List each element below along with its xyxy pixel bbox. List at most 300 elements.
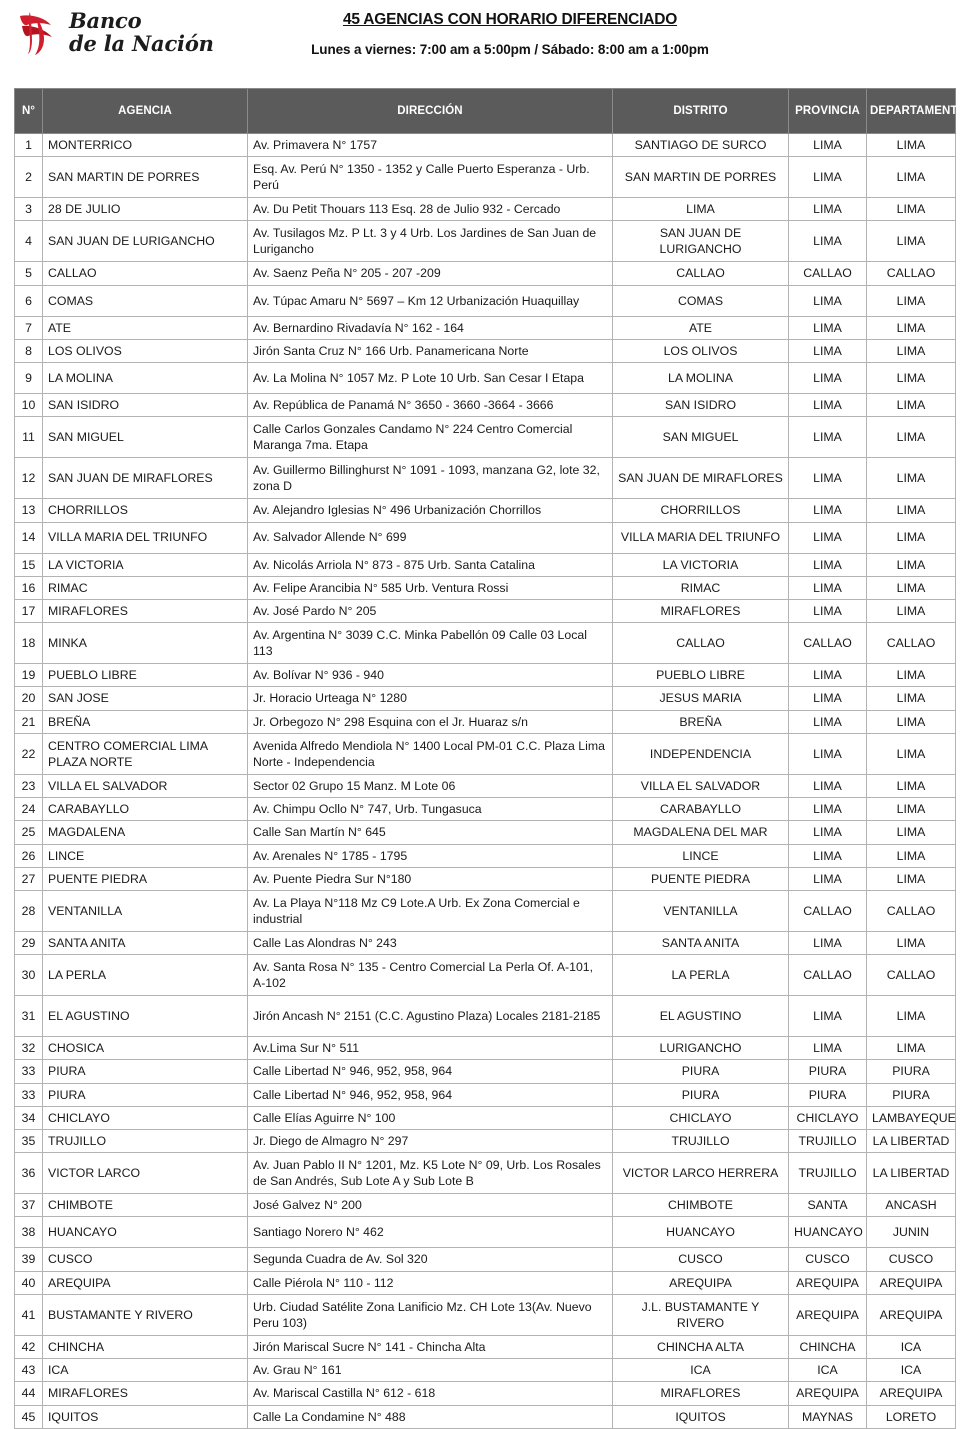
table-row	[15, 522, 956, 553]
column-header-numero: N°	[15, 89, 43, 134]
cell-agencia: IQUITOS	[43, 1405, 248, 1428]
table-row	[15, 623, 956, 664]
cell-agencia: CHORRILLOS	[43, 499, 248, 522]
cell-departamento: LIMA	[867, 417, 956, 458]
cell-departamento: LIMA	[867, 844, 956, 867]
cell-numero: 44	[15, 1382, 43, 1405]
cell-departamento: LIMA	[867, 522, 956, 553]
cell-distrito: INDEPENDENCIA	[613, 733, 789, 774]
cell-distrito: LOS OLIVOS	[613, 339, 789, 362]
cell-departamento: LA LIBERTAD	[867, 1153, 956, 1194]
cell-distrito: MIRAFLORES	[613, 599, 789, 622]
cell-departamento: LIMA	[867, 339, 956, 362]
cell-departamento: LIMA	[867, 221, 956, 262]
table-row	[15, 599, 956, 622]
cell-direccion: Av. Santa Rosa N° 135 - Centro Comercial La Perla Of. A-101, A-102	[248, 955, 613, 996]
cell-distrito: SAN MIGUEL	[613, 417, 789, 458]
cell-numero: 41	[15, 1294, 43, 1335]
cell-agencia: AREQUIPA	[43, 1271, 248, 1294]
cell-provincia: LIMA	[789, 553, 867, 576]
cell-distrito: CHIMBOTE	[613, 1194, 789, 1217]
table-row	[15, 955, 956, 996]
cell-agencia: PUEBLO LIBRE	[43, 664, 248, 687]
table-row	[15, 394, 956, 417]
banco-de-la-nacion-logo-icon	[18, 8, 62, 56]
cell-agencia: MIRAFLORES	[43, 1382, 248, 1405]
cell-numero: 35	[15, 1130, 43, 1153]
table-row	[15, 458, 956, 499]
column-header-agencia: AGENCIA	[43, 89, 248, 134]
cell-departamento: LIMA	[867, 798, 956, 821]
cell-direccion: Av. Juan Pablo II N° 1201, Mz. K5 Lote N° 09, Urb. Los Rosales de San Andrés, Sub Lote A y Sub Lote B	[248, 1153, 613, 1194]
table-row	[15, 157, 956, 198]
cell-agencia: SAN ISIDRO	[43, 394, 248, 417]
column-header-provincia: PROVINCIA	[789, 89, 867, 134]
cell-provincia: LIMA	[789, 157, 867, 198]
cell-agencia: CARABAYLLO	[43, 798, 248, 821]
cell-provincia: LIMA	[789, 198, 867, 221]
cell-departamento: ICA	[867, 1335, 956, 1358]
table-row	[15, 821, 956, 844]
cell-distrito: RIMAC	[613, 576, 789, 599]
cell-direccion: Jr. Horacio Urteaga N° 1280	[248, 687, 613, 710]
table-row	[15, 931, 956, 954]
cell-departamento: LIMA	[867, 821, 956, 844]
cell-numero: 30	[15, 955, 43, 996]
cell-distrito: CHORRILLOS	[613, 499, 789, 522]
cell-numero: 2	[15, 157, 43, 198]
cell-direccion: Sector 02 Grupo 15 Manz. M Lote 06	[248, 774, 613, 797]
cell-distrito: SAN ISIDRO	[613, 394, 789, 417]
cell-distrito: ICA	[613, 1359, 789, 1382]
cell-numero: 27	[15, 867, 43, 890]
cell-numero: 1	[15, 134, 43, 157]
cell-distrito: JESUS MARIA	[613, 687, 789, 710]
cell-distrito: ATE	[613, 316, 789, 339]
cell-distrito: LIMA	[613, 198, 789, 221]
cell-provincia: LIMA	[789, 221, 867, 262]
table-row	[15, 1382, 956, 1405]
column-header-direccion: DIRECCIÓN	[248, 89, 613, 134]
cell-distrito: PIURA	[613, 1083, 789, 1106]
cell-numero: 42	[15, 1335, 43, 1358]
table-row	[15, 553, 956, 576]
cell-direccion: Av. Chimpu Ocllo N° 747, Urb. Tungasuca	[248, 798, 613, 821]
cell-departamento: LAMBAYEQUE	[867, 1106, 956, 1129]
cell-departamento: CUSCO	[867, 1248, 956, 1271]
table-row	[15, 1130, 956, 1153]
table-row	[15, 1037, 956, 1060]
cell-numero: 5	[15, 262, 43, 285]
cell-direccion: Av. Mariscal Castilla N° 612 - 618	[248, 1382, 613, 1405]
cell-departamento: LIMA	[867, 363, 956, 394]
cell-direccion: Calle La Condamine N° 488	[248, 1405, 613, 1428]
cell-provincia: LIMA	[789, 774, 867, 797]
cell-numero: 28	[15, 890, 43, 931]
cell-agencia: CHINCHA	[43, 1335, 248, 1358]
cell-agencia: COMAS	[43, 285, 248, 316]
table-row	[15, 1248, 956, 1271]
cell-departamento: LIMA	[867, 458, 956, 499]
cell-departamento: PIURA	[867, 1083, 956, 1106]
cell-departamento: LA LIBERTAD	[867, 1130, 956, 1153]
cell-distrito: LINCE	[613, 844, 789, 867]
cell-distrito: COMAS	[613, 285, 789, 316]
cell-numero: 19	[15, 664, 43, 687]
cell-departamento: LIMA	[867, 285, 956, 316]
cell-numero: 45	[15, 1405, 43, 1428]
cell-numero: 26	[15, 844, 43, 867]
cell-numero: 9	[15, 363, 43, 394]
cell-agencia: SAN JUAN DE LURIGANCHO	[43, 221, 248, 262]
cell-departamento: LIMA	[867, 867, 956, 890]
cell-provincia: LIMA	[789, 363, 867, 394]
table-row	[15, 1217, 956, 1248]
cell-provincia: LIMA	[789, 821, 867, 844]
table-row	[15, 221, 956, 262]
cell-provincia: LIMA	[789, 458, 867, 499]
cell-numero: 37	[15, 1194, 43, 1217]
table-row	[15, 1359, 956, 1382]
cell-direccion: Av. La Molina N° 1057 Mz. P Lote 10 Urb. San Cesar I Etapa	[248, 363, 613, 394]
cell-distrito: CARABAYLLO	[613, 798, 789, 821]
cell-numero: 33	[15, 1083, 43, 1106]
cell-distrito: AREQUIPA	[613, 1271, 789, 1294]
cell-numero: 29	[15, 931, 43, 954]
table-row	[15, 1060, 956, 1083]
table-row	[15, 1271, 956, 1294]
cell-departamento: AREQUIPA	[867, 1382, 956, 1405]
cell-numero: 17	[15, 599, 43, 622]
cell-agencia: PIURA	[43, 1083, 248, 1106]
cell-direccion: Av. Nicolás Arriola N° 873 - 875 Urb. Santa Catalina	[248, 553, 613, 576]
cell-direccion: Calle Las Alondras N° 243	[248, 931, 613, 954]
cell-departamento: LIMA	[867, 1037, 956, 1060]
table-header-row	[15, 89, 956, 134]
cell-departamento: AREQUIPA	[867, 1271, 956, 1294]
cell-distrito: EL AGUSTINO	[613, 996, 789, 1037]
table-row	[15, 339, 956, 362]
cell-agencia: CHICLAYO	[43, 1106, 248, 1129]
cell-agencia: MAGDALENA	[43, 821, 248, 844]
cell-distrito: SAN JUAN DE MIRAFLORES	[613, 458, 789, 499]
cell-distrito: TRUJILLO	[613, 1130, 789, 1153]
cell-departamento: ICA	[867, 1359, 956, 1382]
cell-departamento: LIMA	[867, 316, 956, 339]
cell-agencia: VICTOR LARCO	[43, 1153, 248, 1194]
table-row	[15, 1335, 956, 1358]
table-row	[15, 363, 956, 394]
cell-numero: 15	[15, 553, 43, 576]
table-row	[15, 798, 956, 821]
table-header	[15, 89, 967, 134]
logo-line-de-la-nacion: de la Nación	[69, 31, 214, 56]
table-body	[15, 134, 956, 1429]
cell-agencia: VILLA EL SALVADOR	[43, 774, 248, 797]
cell-distrito: HUANCAYO	[613, 1217, 789, 1248]
cell-departamento: CALLAO	[867, 262, 956, 285]
cell-numero: 14	[15, 522, 43, 553]
cell-numero: 11	[15, 417, 43, 458]
cell-departamento: LIMA	[867, 774, 956, 797]
cell-numero: 43	[15, 1359, 43, 1382]
cell-agencia: BUSTAMANTE Y RIVERO	[43, 1294, 248, 1335]
table-row	[15, 198, 956, 221]
cell-agencia: RIMAC	[43, 576, 248, 599]
cell-provincia: LIMA	[789, 522, 867, 553]
cell-agencia: CHIMBOTE	[43, 1194, 248, 1217]
title-block	[240, 11, 780, 57]
cell-provincia: PIURA	[789, 1060, 867, 1083]
cell-agencia: ATE	[43, 316, 248, 339]
cell-provincia: TRUJILLO	[789, 1130, 867, 1153]
cell-agencia: EL AGUSTINO	[43, 996, 248, 1037]
cell-departamento: LIMA	[867, 599, 956, 622]
cell-provincia: LIMA	[789, 867, 867, 890]
cell-departamento: ANCASH	[867, 1194, 956, 1217]
cell-numero: 22	[15, 733, 43, 774]
page-subtitle-hours: Lunes a viernes: 7:00 am a 5:00pm / Sábado: 8:00 am a 1:00pm	[311, 42, 709, 57]
cell-provincia: CALLAO	[789, 623, 867, 664]
cell-numero: 40	[15, 1271, 43, 1294]
cell-agencia: LA PERLA	[43, 955, 248, 996]
cell-distrito: MAGDALENA DEL MAR	[613, 821, 789, 844]
cell-agencia: CALLAO	[43, 262, 248, 285]
cell-departamento: CALLAO	[867, 623, 956, 664]
cell-direccion: Av. Arenales N° 1785 - 1795	[248, 844, 613, 867]
cell-provincia: HUANCAYO	[789, 1217, 867, 1248]
cell-distrito: SANTIAGO DE SURCO	[613, 134, 789, 157]
cell-direccion: Av. Salvador Allende N° 699	[248, 522, 613, 553]
cell-numero: 31	[15, 996, 43, 1037]
cell-provincia: LIMA	[789, 687, 867, 710]
cell-numero: 33	[15, 1060, 43, 1083]
cell-agencia: ICA	[43, 1359, 248, 1382]
cell-direccion: Av. Tusilagos Mz. P Lt. 3 y 4 Urb. Los Jardines de San Juan de Lurigancho	[248, 221, 613, 262]
cell-distrito: PUEBLO LIBRE	[613, 664, 789, 687]
cell-provincia: LIMA	[789, 664, 867, 687]
cell-numero: 24	[15, 798, 43, 821]
cell-direccion: Av. La Playa N°118 Mz C9 Lote.A Urb. Ex Zona Comercial e industrial	[248, 890, 613, 931]
cell-numero: 20	[15, 687, 43, 710]
cell-direccion: Avenida Alfredo Mendiola N° 1400 Local PM-01 C.C. Plaza Lima Norte - Independencia	[248, 733, 613, 774]
cell-direccion: Calle Libertad N° 946, 952, 958, 964	[248, 1083, 613, 1106]
cell-direccion: Jirón Santa Cruz N° 166 Urb. Panamericana Norte	[248, 339, 613, 362]
cell-departamento: CALLAO	[867, 890, 956, 931]
agencies-table-container	[14, 88, 967, 1429]
cell-provincia: LIMA	[789, 285, 867, 316]
cell-direccion: Santiago Norero N° 462	[248, 1217, 613, 1248]
table-row	[15, 1083, 956, 1106]
cell-provincia: TRUJILLO	[789, 1153, 867, 1194]
table-row	[15, 499, 956, 522]
cell-agencia: PIURA	[43, 1060, 248, 1083]
cell-direccion: Av. Túpac Amaru N° 5697 – Km 12 Urbanización Huaquillay	[248, 285, 613, 316]
cell-agencia: HUANCAYO	[43, 1217, 248, 1248]
cell-departamento: LIMA	[867, 576, 956, 599]
cell-numero: 34	[15, 1106, 43, 1129]
cell-numero: 16	[15, 576, 43, 599]
cell-provincia: LIMA	[789, 316, 867, 339]
cell-direccion: Av. Alejandro Iglesias N° 496 Urbanización Chorrillos	[248, 499, 613, 522]
cell-direccion: Jirón Ancash N° 2151 (C.C. Agustino Plaza) Locales 2181-2185	[248, 996, 613, 1037]
cell-agencia: SANTA ANITA	[43, 931, 248, 954]
cell-direccion: José Galvez N° 200	[248, 1194, 613, 1217]
cell-direccion: Av. Argentina N° 3039 C.C. Minka Pabellón 09 Calle 03 Local 113	[248, 623, 613, 664]
table-row	[15, 996, 956, 1037]
cell-provincia: CALLAO	[789, 890, 867, 931]
cell-departamento: LIMA	[867, 553, 956, 576]
document-header	[0, 0, 969, 82]
cell-departamento: LIMA	[867, 931, 956, 954]
table-row	[15, 664, 956, 687]
cell-departamento: LIMA	[867, 687, 956, 710]
cell-numero: 25	[15, 821, 43, 844]
cell-numero: 3	[15, 198, 43, 221]
cell-direccion: Urb. Ciudad Satélite Zona Lanificio Mz. CH Lote 13(Av. Nuevo Peru 103)	[248, 1294, 613, 1335]
cell-departamento: LIMA	[867, 710, 956, 733]
cell-numero: 10	[15, 394, 43, 417]
table-row	[15, 1294, 956, 1335]
table-row	[15, 1405, 956, 1428]
cell-agencia: LINCE	[43, 844, 248, 867]
page-title: 45 AGENCIAS CON HORARIO DIFERENCIADO	[342, 11, 678, 28]
cell-agencia: BREÑA	[43, 710, 248, 733]
cell-direccion: Av. Grau N° 161	[248, 1359, 613, 1382]
cell-direccion: Av. Bernardino Rivadavía N° 162 - 164	[248, 316, 613, 339]
table-row	[15, 687, 956, 710]
cell-distrito: PIURA	[613, 1060, 789, 1083]
cell-direccion: Av. Du Petit Thouars 113 Esq. 28 de Julio 932 - Cercado	[248, 198, 613, 221]
cell-provincia: AREQUIPA	[789, 1294, 867, 1335]
cell-agencia: MINKA	[43, 623, 248, 664]
cell-distrito: VILLA EL SALVADOR	[613, 774, 789, 797]
cell-agencia: LOS OLIVOS	[43, 339, 248, 362]
cell-departamento: LIMA	[867, 733, 956, 774]
cell-provincia: LIMA	[789, 499, 867, 522]
cell-distrito: CALLAO	[613, 623, 789, 664]
table-row	[15, 890, 956, 931]
cell-agencia: SAN MARTIN DE PORRES	[43, 157, 248, 198]
cell-direccion: Av. Guillermo Billinghurst N° 1091 - 1093, manzana G2, lote 32, zona D	[248, 458, 613, 499]
cell-distrito: MIRAFLORES	[613, 1382, 789, 1405]
cell-agencia: SAN MIGUEL	[43, 417, 248, 458]
cell-agencia: MONTERRICO	[43, 134, 248, 157]
cell-agencia: VILLA MARIA DEL TRIUNFO	[43, 522, 248, 553]
cell-agencia: TRUJILLO	[43, 1130, 248, 1153]
logo-line-banco: Banco	[69, 8, 142, 33]
table-row	[15, 844, 956, 867]
cell-departamento: CALLAO	[867, 955, 956, 996]
cell-agencia: LA MOLINA	[43, 363, 248, 394]
cell-distrito: SAN MARTIN DE PORRES	[613, 157, 789, 198]
cell-departamento: LIMA	[867, 394, 956, 417]
cell-distrito: VICTOR LARCO HERRERA	[613, 1153, 789, 1194]
cell-agencia: SAN JUAN DE MIRAFLORES	[43, 458, 248, 499]
cell-direccion: Jr. Orbegozo N° 298 Esquina con el Jr. Huaraz s/n	[248, 710, 613, 733]
cell-departamento: LIMA	[867, 157, 956, 198]
cell-distrito: BREÑA	[613, 710, 789, 733]
cell-direccion: Esq. Av. Perú N° 1350 - 1352 y Calle Puerto Esperanza - Urb. Perú	[248, 157, 613, 198]
table-row	[15, 1153, 956, 1194]
cell-agencia: MIRAFLORES	[43, 599, 248, 622]
cell-direccion: Av. Felipe Arancibia N° 585 Urb. Ventura Rossi	[248, 576, 613, 599]
cell-direccion: Av.Lima Sur N° 511	[248, 1037, 613, 1060]
cell-departamento: LIMA	[867, 198, 956, 221]
cell-provincia: PIURA	[789, 1083, 867, 1106]
column-header-departamento: DEPARTAMENTO	[867, 89, 956, 134]
cell-distrito: SAN JUAN DE LURIGANCHO	[613, 221, 789, 262]
cell-numero: 38	[15, 1217, 43, 1248]
cell-provincia: SANTA	[789, 1194, 867, 1217]
cell-numero: 39	[15, 1248, 43, 1271]
table-row	[15, 134, 956, 157]
cell-provincia: LIMA	[789, 733, 867, 774]
logo-wordmark	[69, 10, 214, 54]
cell-agencia: CUSCO	[43, 1248, 248, 1271]
cell-provincia: LIMA	[789, 394, 867, 417]
table-row	[15, 285, 956, 316]
cell-direccion: Av. República de Panamá N° 3650 - 3660 -3664 - 3666	[248, 394, 613, 417]
cell-direccion: Av. Saenz Peña N° 205 - 207 -209	[248, 262, 613, 285]
cell-provincia: LIMA	[789, 1037, 867, 1060]
cell-numero: 21	[15, 710, 43, 733]
cell-direccion: Jr. Diego de Almagro N° 297	[248, 1130, 613, 1153]
table-row	[15, 867, 956, 890]
cell-agencia: 28 DE JULIO	[43, 198, 248, 221]
table-row	[15, 774, 956, 797]
cell-provincia: CALLAO	[789, 955, 867, 996]
cell-agencia: VENTANILLA	[43, 890, 248, 931]
cell-direccion: Calle Carlos Gonzales Candamo N° 224 Centro Comercial Maranga 7ma. Etapa	[248, 417, 613, 458]
cell-agencia: CENTRO COMERCIAL LIMA PLAZA NORTE	[43, 733, 248, 774]
cell-distrito: SANTA ANITA	[613, 931, 789, 954]
cell-distrito: CALLAO	[613, 262, 789, 285]
table-row	[15, 417, 956, 458]
cell-departamento: LIMA	[867, 134, 956, 157]
cell-distrito: CUSCO	[613, 1248, 789, 1271]
table-row	[15, 1106, 956, 1129]
cell-direccion: Calle San Martín N° 645	[248, 821, 613, 844]
cell-direccion: Av. José Pardo N° 205	[248, 599, 613, 622]
table-row	[15, 262, 956, 285]
cell-provincia: AREQUIPA	[789, 1382, 867, 1405]
column-header-distrito: DISTRITO	[613, 89, 789, 134]
cell-provincia: AREQUIPA	[789, 1271, 867, 1294]
cell-provincia: LIMA	[789, 798, 867, 821]
cell-provincia: CALLAO	[789, 262, 867, 285]
cell-departamento: LIMA	[867, 996, 956, 1037]
cell-distrito: J.L. BUSTAMANTE Y RIVERO	[613, 1294, 789, 1335]
cell-numero: 4	[15, 221, 43, 262]
cell-departamento: LIMA	[867, 499, 956, 522]
cell-direccion: Calle Elías Aguirre N° 100	[248, 1106, 613, 1129]
cell-numero: 8	[15, 339, 43, 362]
cell-provincia: LIMA	[789, 417, 867, 458]
cell-numero: 12	[15, 458, 43, 499]
cell-provincia: MAYNAS	[789, 1405, 867, 1428]
cell-provincia: CHINCHA	[789, 1335, 867, 1358]
cell-distrito: LURIGANCHO	[613, 1037, 789, 1060]
cell-distrito: IQUITOS	[613, 1405, 789, 1428]
cell-numero: 36	[15, 1153, 43, 1194]
cell-departamento: AREQUIPA	[867, 1294, 956, 1335]
cell-direccion: Av. Bolívar N° 936 - 940	[248, 664, 613, 687]
cell-agencia: LA VICTORIA	[43, 553, 248, 576]
table-row	[15, 733, 956, 774]
cell-distrito: VILLA MARIA DEL TRIUNFO	[613, 522, 789, 553]
cell-agencia: SAN JOSE	[43, 687, 248, 710]
